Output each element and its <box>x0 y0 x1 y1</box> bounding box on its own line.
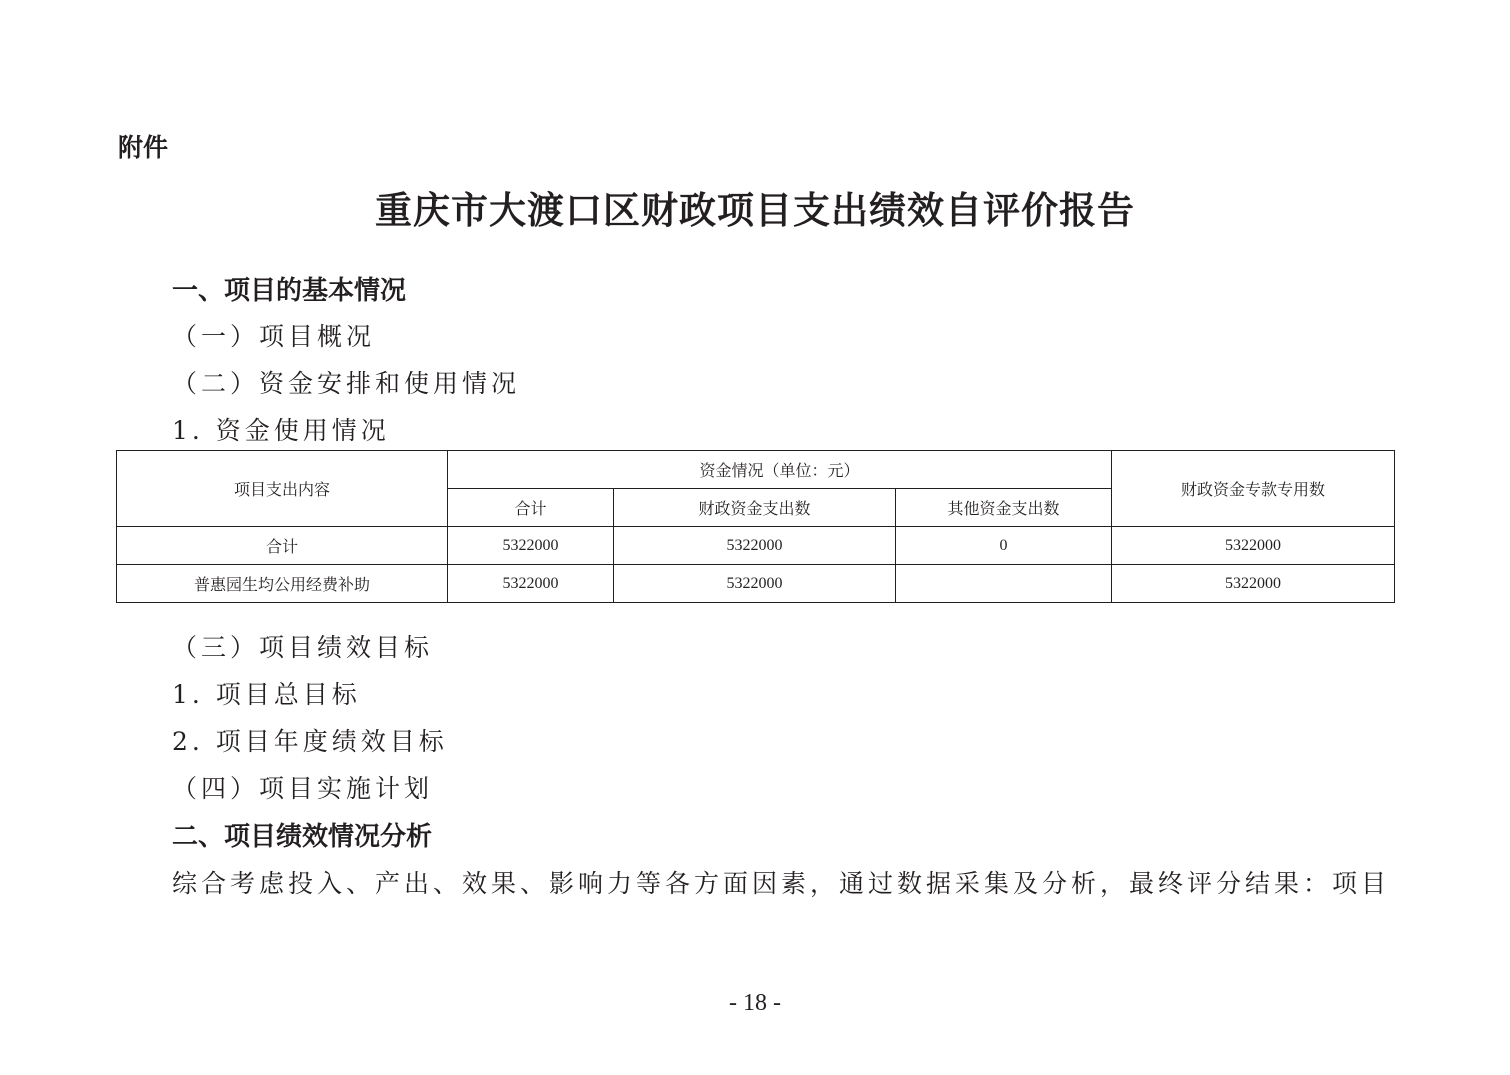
cell-other <box>896 565 1112 603</box>
cell-special: 5322000 <box>1112 565 1395 603</box>
cell-other: 0 <box>896 527 1112 565</box>
cell-content: 合计 <box>117 527 448 565</box>
header-content: 项目支出内容 <box>117 451 448 527</box>
cell-content: 普惠园生均公用经费补助 <box>117 565 448 603</box>
cell-fiscal: 5322000 <box>614 527 896 565</box>
item-goal-year: 2. 项目年度绩效目标 <box>172 727 448 756</box>
cell-total: 5322000 <box>448 527 614 565</box>
header-total: 合计 <box>448 489 614 527</box>
cell-special: 5322000 <box>1112 527 1395 565</box>
paragraph-evaluation: 综合考虑投入、产出、效果、影响力等各方面因素，通过数据采集及分析，最终评分结果：项目 <box>172 869 1391 898</box>
attachment-label: 附件 <box>118 133 169 162</box>
subheading-performance-goals: （三）项目绩效目标 <box>172 633 434 662</box>
subheading-implementation-plan: （四）项目实施计划 <box>172 774 434 803</box>
header-other: 其他资金支出数 <box>896 489 1112 527</box>
header-funds-group: 资金情况（单位：元） <box>448 451 1112 489</box>
item-goal-total: 1. 项目总目标 <box>172 680 361 709</box>
item-fund-use: 1. 资金使用情况 <box>172 416 390 445</box>
header-special: 财政资金专款专用数 <box>1112 451 1395 527</box>
subheading-fund-arrangement: （二）资金安排和使用情况 <box>172 369 521 398</box>
page-number: - 18 - <box>729 990 781 1016</box>
table-row <box>117 527 1395 565</box>
section-heading-performance-analysis: 二、项目绩效情况分析 <box>172 822 433 852</box>
section-heading-basic-info: 一、项目的基本情况 <box>172 276 407 306</box>
header-fiscal: 财政资金支出数 <box>614 489 896 527</box>
table-row <box>117 565 1395 603</box>
cell-total: 5322000 <box>448 565 614 603</box>
document-title: 重庆市大渡口区财政项目支出绩效自评价报告 <box>375 188 1135 232</box>
fund-usage-table <box>116 450 1395 603</box>
cell-fiscal: 5322000 <box>614 565 896 603</box>
subheading-project-overview: （一）项目概况 <box>172 322 376 351</box>
